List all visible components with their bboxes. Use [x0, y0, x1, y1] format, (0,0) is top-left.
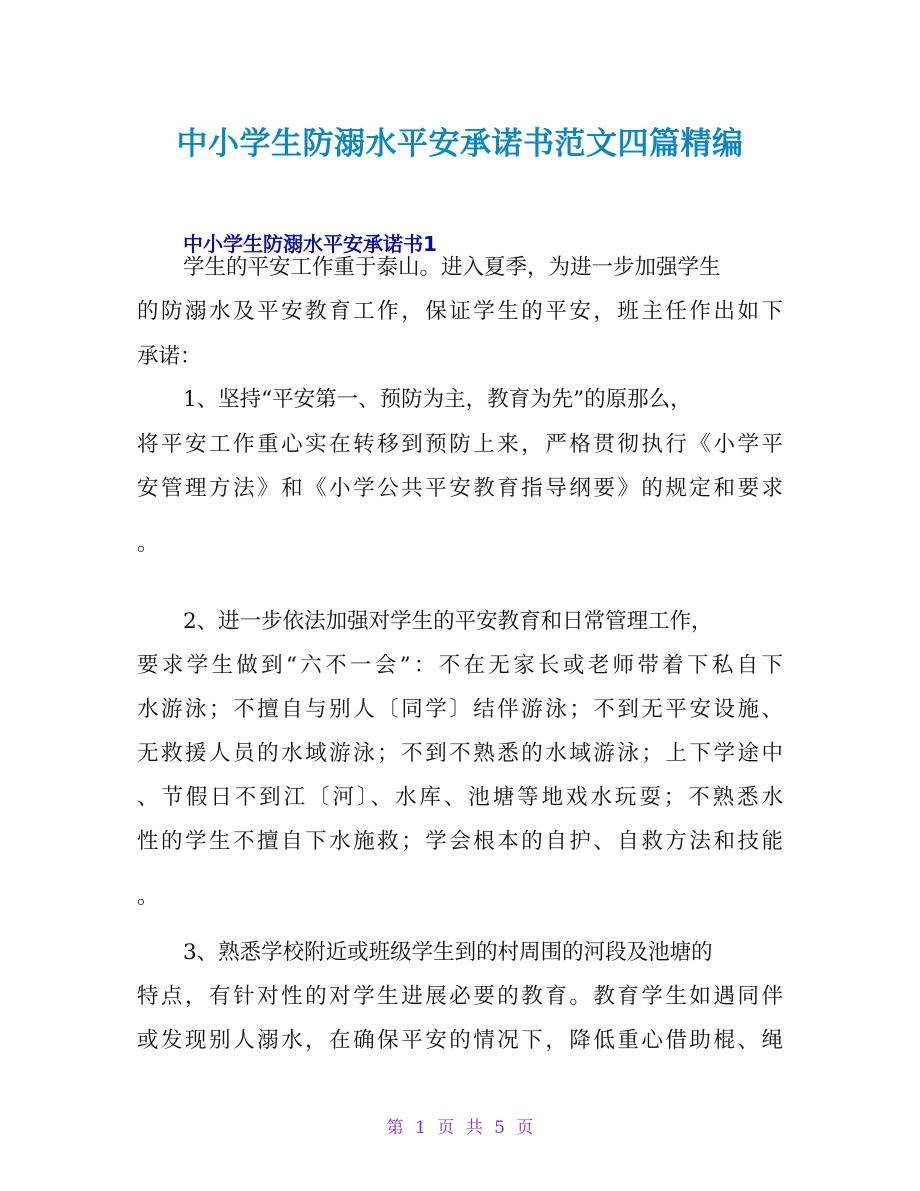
- section-heading: 中小学生防溺水平安承诺书1: [183, 232, 437, 256]
- paragraph-line: 水游泳；不擅自与别人〔同学〕结伴游泳；不到无平安设施、: [137, 697, 783, 722]
- document-title: 中小学生防溺水平安承诺书范文四篇精编: [176, 126, 744, 162]
- paragraph-line: 1、坚持“平安第一、预防为主，教育为先”的原那么，: [183, 387, 692, 412]
- paragraph-line: 2、进一步依法加强对学生的平安教育和日常管理工作，: [183, 609, 713, 634]
- paragraph-line: 。: [137, 531, 159, 556]
- paragraph-line: 承诺：: [137, 344, 202, 369]
- paragraph-line: 。: [137, 884, 159, 909]
- paragraph-line: 要求学生做到“六不一会”：不在无家长或老师带着下私自下: [137, 653, 783, 678]
- paragraph-line: 学生的平安工作重于泰山。进入夏季，为进一步加强学生: [183, 255, 721, 280]
- paragraph-line: 3、熟悉学校附近或班级学生到的村周围的河段及池塘的: [183, 940, 713, 965]
- paragraph-line: 或发现别人溺水，在确保平安的情况下，降低重心借助棍、绳: [137, 1028, 783, 1053]
- paragraph-line: 将平安工作重心实在转移到预防上来，严格贯彻执行《小学平: [137, 432, 783, 457]
- paragraph-line: 的防溺水及平安教育工作，保证学生的平安，班主任作出如下: [137, 299, 783, 324]
- paragraph-line: 无救援人员的水域游泳；不到不熟悉的水域游泳；上下学途中: [137, 741, 783, 766]
- paragraph-line: 、节假日不到江〔河〕、水库、池塘等地戏水玩耍；不熟悉水: [137, 785, 783, 810]
- paragraph-line: 安管理方法》和《小学公共平安教育指导纲要》的规定和要求: [137, 476, 783, 501]
- paragraph-line: 特点，有针对性的对学生进展必要的教育。教育学生如遇同伴: [137, 984, 783, 1009]
- paragraph-line: 性的学生不擅自下水施救；学会根本的自护、自救方法和技能: [137, 829, 783, 854]
- page-footer: 第 1 页 共 5 页: [386, 1118, 534, 1138]
